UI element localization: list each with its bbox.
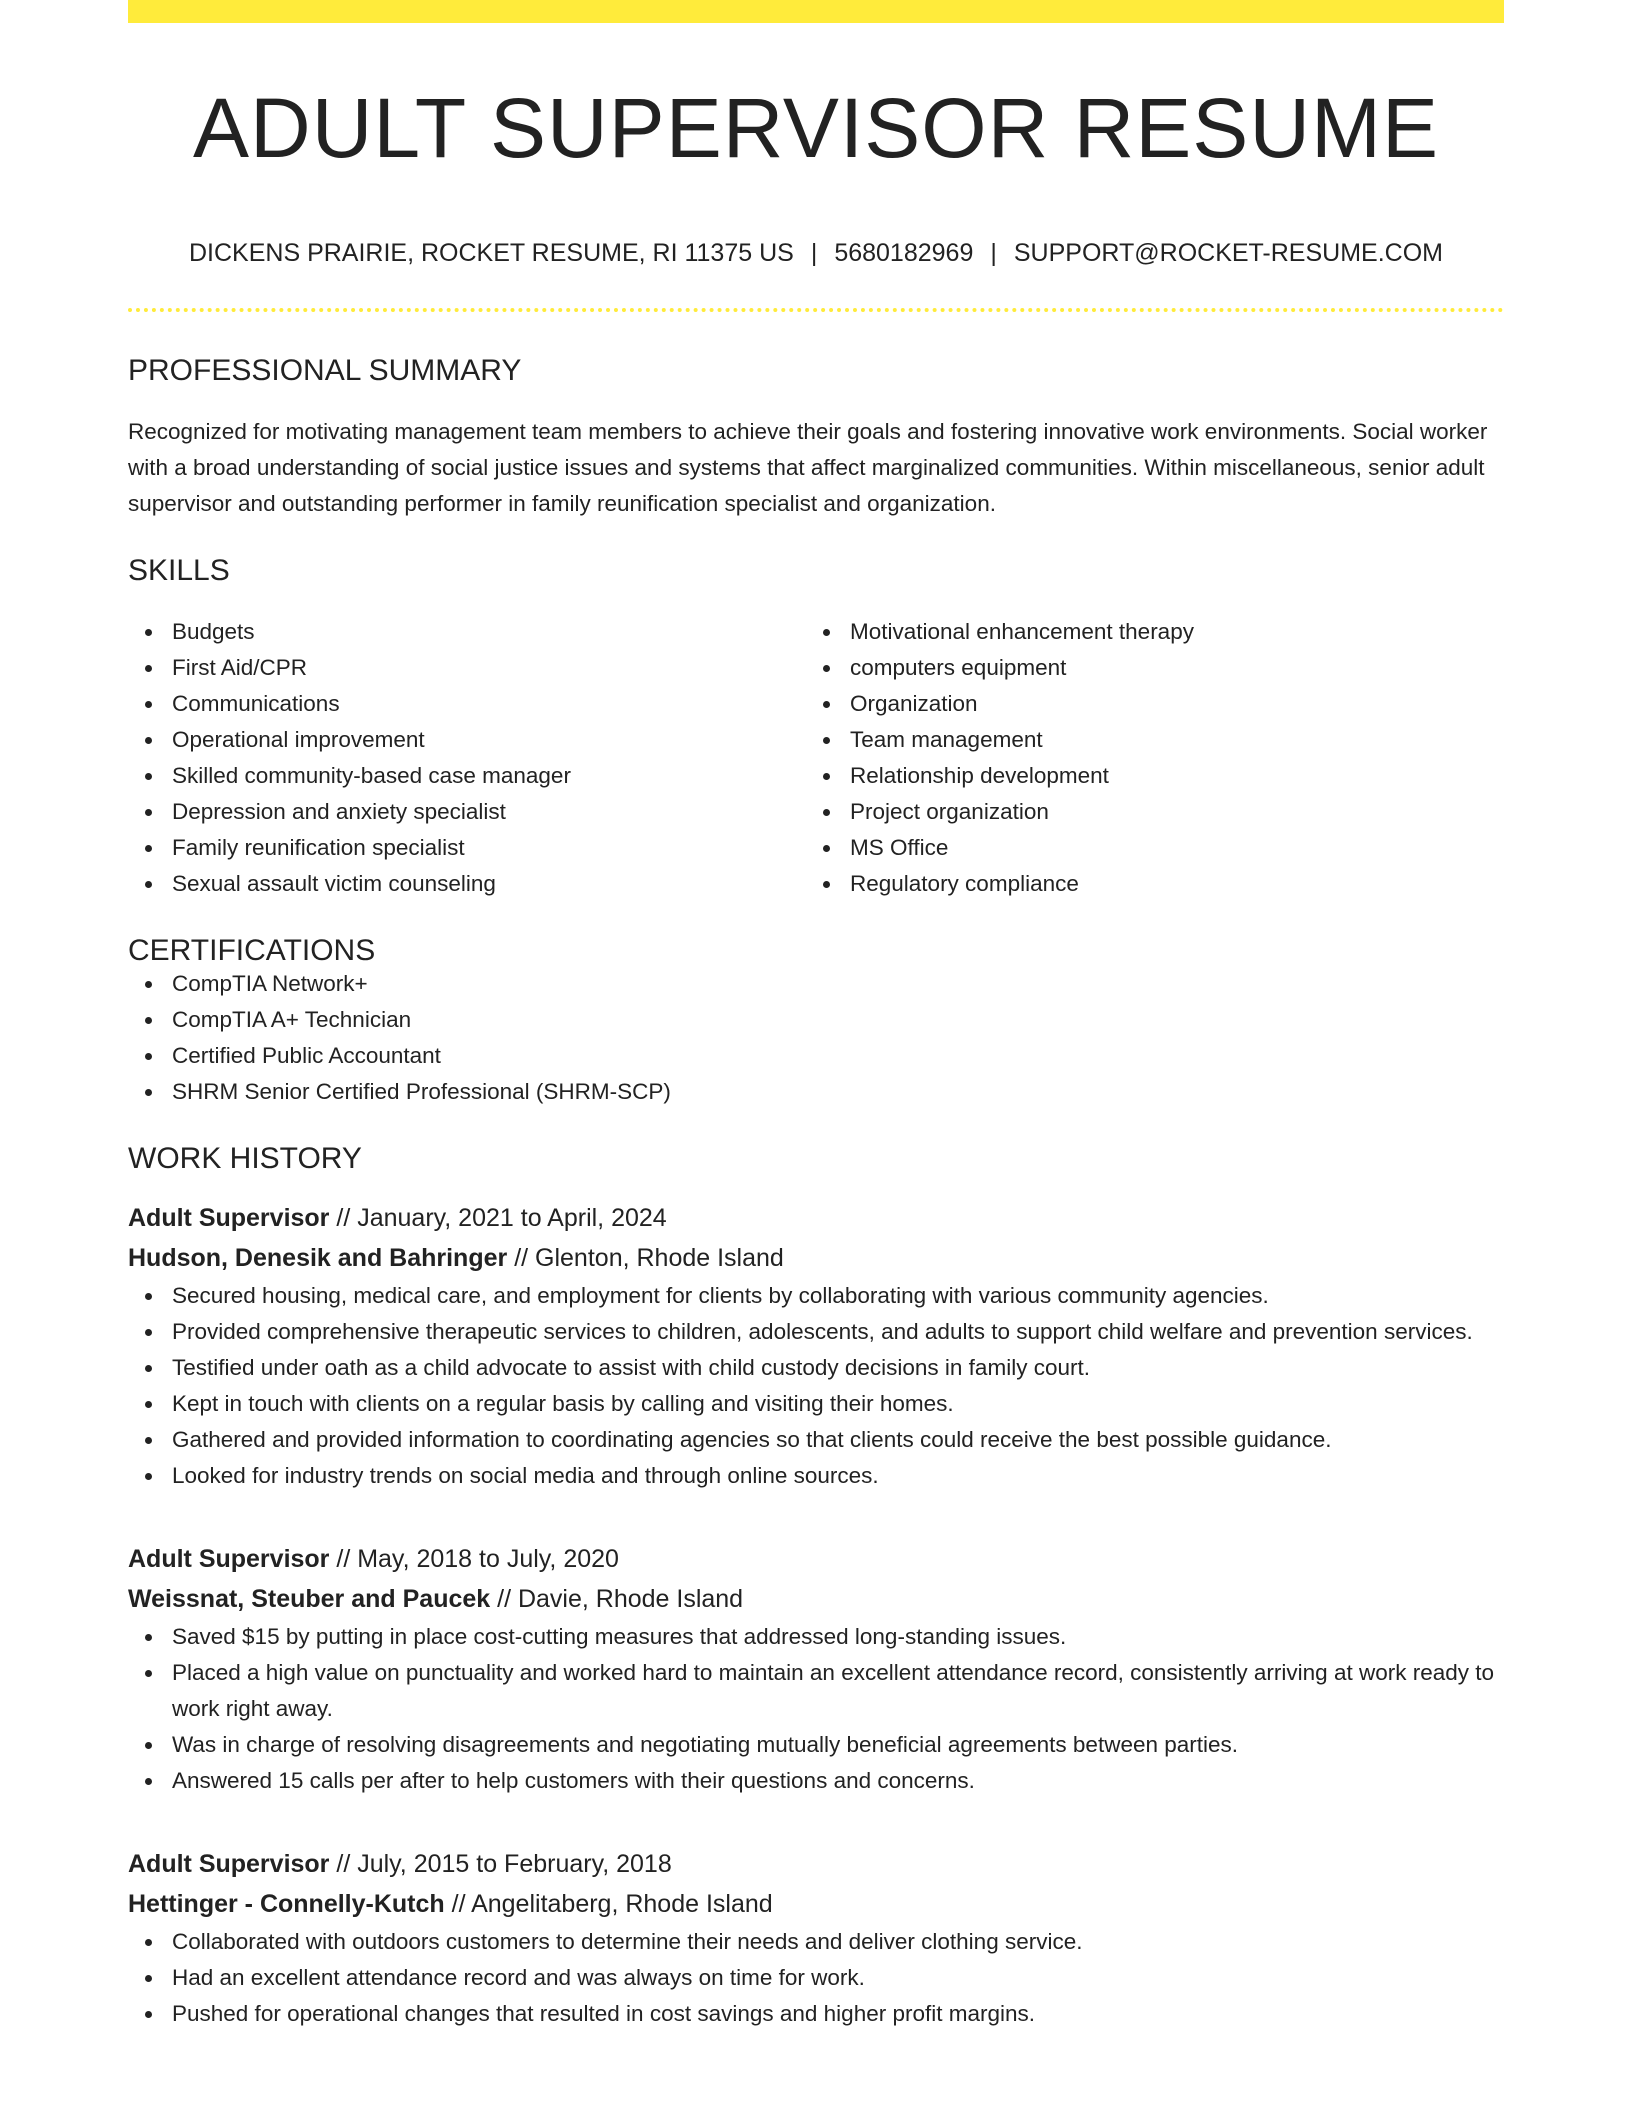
job-dates: // July, 2015 to February, 2018 bbox=[329, 1850, 672, 1878]
job-title-line bbox=[128, 1198, 1504, 1238]
certification-item: CompTIA Network+ bbox=[128, 966, 1504, 1002]
job-entry bbox=[128, 1539, 1504, 1799]
certifications-list bbox=[128, 966, 1504, 1110]
skill-item: Team management bbox=[806, 722, 1484, 758]
summary-heading: PROFESSIONAL SUMMARY bbox=[128, 354, 522, 387]
job-title-line bbox=[128, 1539, 1504, 1579]
job-title: Adult Supervisor bbox=[128, 1545, 330, 1573]
job-title: Adult Supervisor bbox=[128, 1850, 330, 1878]
job-company-line bbox=[128, 1579, 1504, 1619]
work-history-heading: WORK HISTORY bbox=[128, 1142, 362, 1175]
job-bullet: Kept in touch with clients on a regular basis by calling and visiting their homes. bbox=[128, 1386, 1504, 1422]
summary-text: Recognized for motivating management team members to achieve their goals and fostering innovative work environments. Social worker with a broad understanding of social justice issues and systems that affect marginalized communities. Within miscellaneous, senior adult supervisor and outstanding performer in family reunification specialist and organization. bbox=[128, 419, 1488, 516]
certifications-heading: CERTIFICATIONS bbox=[128, 934, 376, 967]
skills-grid bbox=[128, 614, 1504, 902]
job-company-line bbox=[128, 1238, 1504, 1278]
job-company: Hettinger - Connelly-Kutch bbox=[128, 1890, 445, 1918]
resume-title: ADULT SUPERVISOR RESUME bbox=[193, 81, 1439, 175]
job-company: Weissnat, Steuber and Paucek bbox=[128, 1585, 491, 1613]
job-title-line bbox=[128, 1844, 1504, 1884]
skill-item: Regulatory compliance bbox=[806, 866, 1484, 902]
skill-item: Family reunification specialist bbox=[128, 830, 806, 866]
skill-item: Operational improvement bbox=[128, 722, 806, 758]
job-bullets bbox=[128, 1619, 1504, 1799]
job-bullet: Placed a high value on punctuality and worked hard to maintain an excellent attendance record, consistently arriving at work ready to work right away. bbox=[128, 1655, 1504, 1727]
skill-item: Relationship development bbox=[806, 758, 1484, 794]
top-accent-bar bbox=[128, 0, 1504, 23]
skill-item: Communications bbox=[128, 686, 806, 722]
job-bullet: Answered 15 calls per after to help customers with their questions and concerns. bbox=[128, 1763, 1504, 1799]
job-location: // Angelitaberg, Rhode Island bbox=[444, 1890, 773, 1918]
job-bullet: Gathered and provided information to coordinating agencies so that clients could receive the best possible guidance. bbox=[128, 1422, 1504, 1458]
job-bullet: Looked for industry trends on social media and through online sources. bbox=[128, 1458, 1504, 1494]
job-dates: // January, 2021 to April, 2024 bbox=[329, 1204, 667, 1232]
job-bullets bbox=[128, 1278, 1504, 1494]
resume-page bbox=[128, 0, 1504, 2032]
skill-item: Budgets bbox=[128, 614, 806, 650]
skill-item: Skilled community-based case manager bbox=[128, 758, 806, 794]
job-bullet: Had an excellent attendance record and was always on time for work. bbox=[128, 1960, 1504, 1996]
job-entry bbox=[128, 1198, 1504, 1494]
job-title: Adult Supervisor bbox=[128, 1204, 330, 1232]
contact-line bbox=[128, 241, 1504, 266]
contact-phone: 5680182969 bbox=[834, 239, 974, 267]
skills-heading: SKILLS bbox=[128, 554, 230, 587]
skill-item: Organization bbox=[806, 686, 1484, 722]
job-bullet: Secured housing, medical care, and employment for clients by collaborating with various community agencies. bbox=[128, 1278, 1504, 1314]
skill-item: Depression and anxiety specialist bbox=[128, 794, 806, 830]
dotted-divider bbox=[128, 308, 1504, 312]
contact-separator: | bbox=[810, 239, 818, 267]
job-bullets bbox=[128, 1924, 1504, 2032]
job-bullet: Collaborated with outdoors customers to determine their needs and deliver clothing service. bbox=[128, 1924, 1504, 1960]
skill-item: MS Office bbox=[806, 830, 1484, 866]
contact-separator: | bbox=[990, 239, 997, 267]
skill-item: First Aid/CPR bbox=[128, 650, 806, 686]
job-dates: // May, 2018 to July, 2020 bbox=[329, 1545, 619, 1573]
job-location: // Glenton, Rhode Island bbox=[507, 1244, 784, 1272]
certification-item: CompTIA A+ Technician bbox=[128, 1002, 1504, 1038]
job-bullet: Saved $15 by putting in place cost-cutting measures that addressed long-standing issues. bbox=[128, 1619, 1504, 1655]
job-bullet: Pushed for operational changes that resulted in cost savings and higher profit margins. bbox=[128, 1996, 1504, 2032]
skill-item: Motivational enhancement therapy bbox=[806, 614, 1484, 650]
contact-email: SUPPORT@ROCKET-RESUME.COM bbox=[1013, 239, 1443, 267]
skill-item: computers equipment bbox=[806, 650, 1484, 686]
certification-item: SHRM Senior Certified Professional (SHRM-SCP) bbox=[128, 1074, 1504, 1110]
certification-item: Certified Public Accountant bbox=[128, 1038, 1504, 1074]
job-bullet: Was in charge of resolving disagreements and negotiating mutually beneficial agreements between parties. bbox=[128, 1727, 1504, 1763]
contact-address: DICKENS PRAIRIE, ROCKET RESUME, RI 11375 US bbox=[189, 239, 794, 267]
skill-item: Project organization bbox=[806, 794, 1484, 830]
skills-left-list bbox=[128, 614, 806, 902]
job-entry bbox=[128, 1844, 1504, 2032]
job-location: // Davie, Rhode Island bbox=[490, 1585, 744, 1613]
job-company-line bbox=[128, 1884, 1504, 1924]
skill-item: Sexual assault victim counseling bbox=[128, 866, 806, 902]
job-bullet: Testified under oath as a child advocate to assist with child custody decisions in family court. bbox=[128, 1350, 1504, 1386]
job-bullet: Provided comprehensive therapeutic services to children, adolescents, and adults to support child welfare and prevention services. bbox=[128, 1314, 1504, 1350]
job-company: Hudson, Denesik and Bahringer bbox=[128, 1244, 508, 1272]
skills-right-list bbox=[806, 614, 1484, 902]
